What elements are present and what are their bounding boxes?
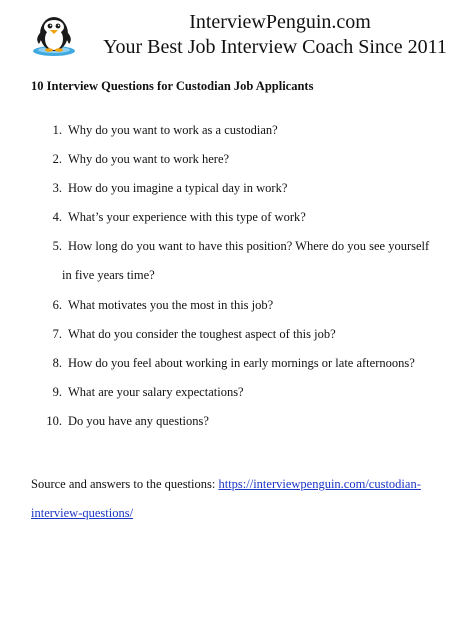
question-item	[46, 384, 466, 400]
question-item	[46, 151, 466, 167]
question-number: 6.	[52, 298, 62, 312]
question-text: How do you imagine a typical day in work?	[68, 181, 288, 195]
question-item	[46, 122, 466, 138]
question-text: Do you have any questions?	[68, 414, 209, 428]
question-item	[46, 297, 466, 313]
question-number: 8.	[52, 356, 62, 370]
question-item	[46, 180, 466, 196]
question-number: 7.	[52, 327, 62, 341]
question-text: How long do you want to have this position? Where do you see yourself	[68, 239, 430, 253]
question-text: How do you feel about working in early mornings or late afternoons?	[68, 356, 415, 370]
site-tagline: Your Best Job Interview Coach Since 2011	[103, 36, 447, 58]
site-name: InterviewPenguin.com	[189, 11, 371, 33]
question-number: 4.	[52, 210, 62, 224]
source-link-continued[interactable]: interview-questions/	[31, 506, 134, 520]
question-number: 9.	[52, 385, 62, 399]
question-item	[46, 238, 466, 283]
source-link[interactable]: https://interviewpenguin.com/custodian-	[218, 477, 421, 491]
question-number: 1.	[52, 123, 62, 137]
question-text: What do you consider the toughest aspect of this job?	[68, 327, 336, 341]
question-text: Why do you want to work here?	[68, 152, 230, 166]
question-text-continued: in five years time?	[62, 268, 155, 282]
question-text: Why do you want to work as a custodian?	[68, 123, 278, 137]
question-item	[46, 209, 466, 225]
question-text: What’s your experience with this type of work?	[68, 210, 306, 224]
question-number: 2.	[52, 152, 62, 166]
document-title: 10 Interview Questions for Custodian Job Applicants	[31, 79, 314, 93]
question-number: 3.	[52, 181, 62, 195]
question-number: 10.	[46, 414, 62, 428]
question-item	[46, 326, 466, 342]
source-prefix: Source and answers to the questions:	[31, 477, 219, 491]
question-item	[46, 413, 466, 429]
question-text: What motivates you the most in this job?	[68, 298, 274, 312]
question-number: 5.	[52, 239, 62, 253]
question-item	[46, 355, 466, 371]
question-text: What are your salary expectations?	[68, 385, 244, 399]
source-note	[31, 476, 451, 521]
